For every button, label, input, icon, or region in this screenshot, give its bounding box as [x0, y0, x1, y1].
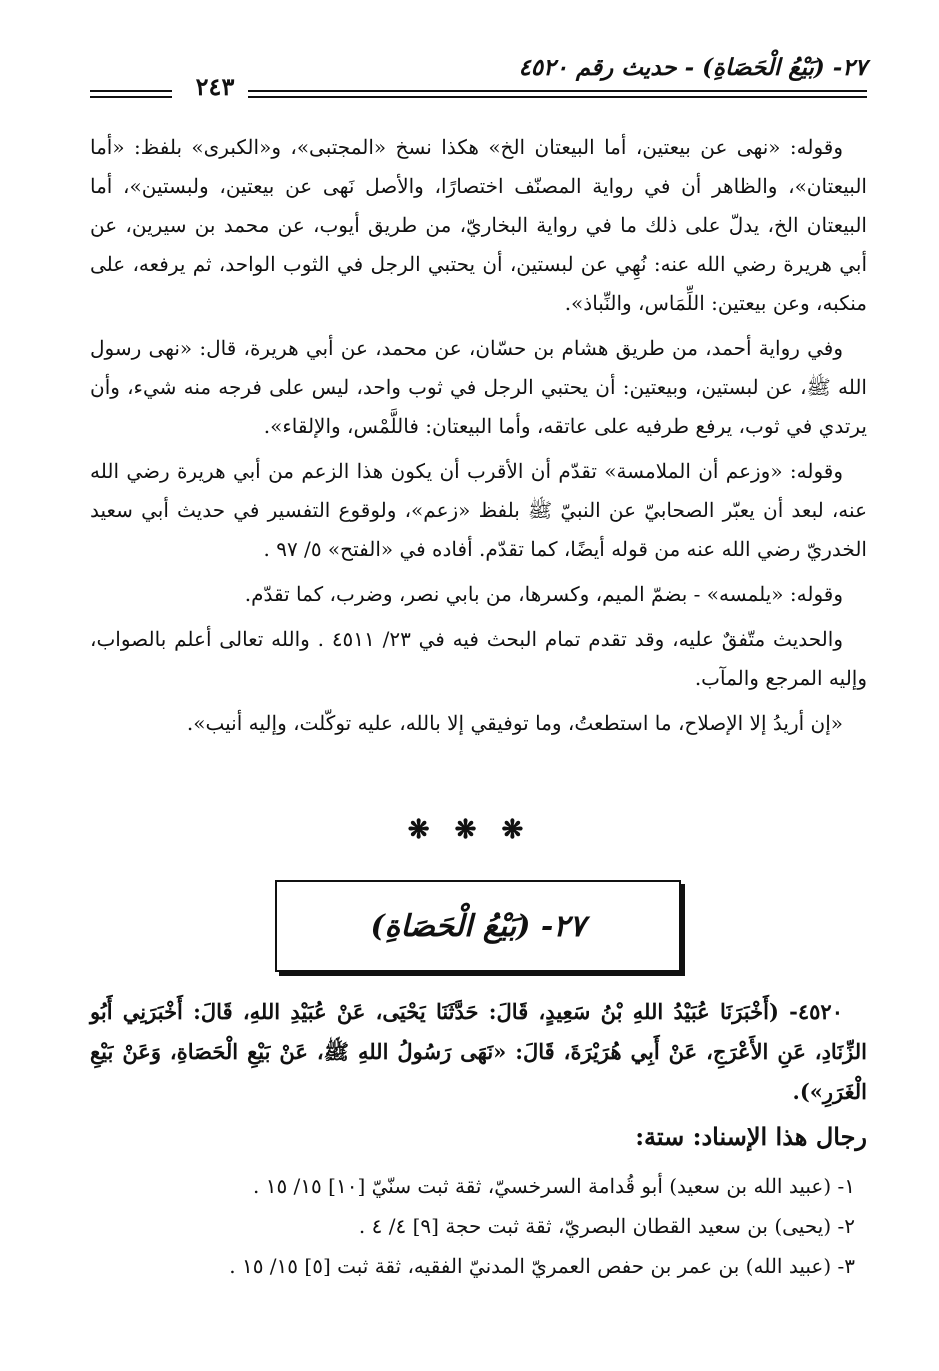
header-rule — [248, 90, 867, 92]
narrators-heading: رجال هذا الإسناد: ستة: — [635, 1122, 867, 1151]
chapter-heading-box — [275, 880, 681, 972]
header-rule — [248, 96, 867, 98]
commentary-paragraph: «إن أريدُ إلا الإصلاح، ما استطعتُ، وما توفيقي إلا بالله، عليه توكّلت، وإليه أنيب». — [186, 711, 843, 735]
commentary-paragraph: وفي رواية أحمد، من طريق هشام بن حسّان، عن محمد، عن أبي هريرة، قال: «نهى رسول الله ﷺ، عن لبستين، وبيعتين: أن يحتبي الرجل في ثوب واحد، ليس على فرجه منه شيء، وأن يرتدي في ثوب، يرفع طرفيه على عاتقه، وأما البيعتان: فاللَّمْس، والإلقاء». — [90, 336, 867, 438]
narrators-list — [90, 1166, 867, 1286]
commentary-paragraph: وقوله: «وزعم أن الملامسة» تقدّم أن الأقرب أن يكون هذا الزعم من أبي هريرة رضي الله عنه، لبعد أن يعبّر الصحابيّ عن النبيّ ﷺ بلفظ «زعم»، ولوقوع التفسير في حديث أبي سعيد الخدريّ رضي الله عنه من قوله أيضًا، كما تقدّم. أفاده في «الفتح» ٥/ ٩٧ . — [90, 459, 867, 561]
section-separator: ❋ ❋ ❋ — [407, 815, 532, 845]
hadith-text: ٤٥٢٠- (أَخْبَرَنَا عُبَيْدُ اللهِ بْنُ سَعِيدٍ، قَالَ: حَدَّثَنَا يَحْيَى، عَنْ عُبَيْدِ اللهِ، قَالَ: أَخْبَرَنِي أَبُو الزِّنَادِ، عَنِ الأَعْرَجِ، عَنْ أَبِي هُرَيْرَةَ، قَالَ: «نَهَى رَسُولُ اللهِ ﷺ، عَنْ بَيْعِ الْحَصَاةِ، وَعَنْ بَيْعِ الْغَرَرِ»). — [90, 999, 867, 1104]
commentary-paragraph: وقوله: «نهى عن بيعتين، أما البيعتان الخ» هكذا نسخ «المجتبى»، و«الكبرى» بلفظ: «أما البيعتان»، والظاهر أن في رواية المصنّف اختصارًا، والأصل نَهى عن بيعتين، ولبستين»، أما البيعتان الخ، يدلّ على ذلك ما في رواية البخاريّ، من طريق أيوب، عن محمد بن سيرين، عن أبي هريرة رضي الله عنه: نُهِي عن لبستين، أن يحتبي الرجل في الثوب الواحد، ثم يرفعه، على منكبه، وعن بيعتين: اللِّمَاس، والنِّباذ». — [90, 135, 867, 315]
running-header — [90, 50, 867, 106]
commentary-text — [90, 128, 867, 749]
header-rule — [90, 90, 172, 92]
commentary-paragraph: وقوله: «يلمسه» - بضمّ الميم، وكسرها، من بابي نصر، وضرب، كما تقدّم. — [244, 582, 843, 606]
narrator-item: ٢- (يحيى) بن سعيد القطان البصريّ، ثقة ثبت حجة [٩] ٤/ ٤ . — [358, 1214, 855, 1238]
narrator-item: ١- (عبيد الله بن سعيد) أبو قُدامة السرخسيّ، ثقة ثبت سنّيّ [١٠] ١٥/ ١٥ . — [253, 1174, 855, 1198]
page-number: ٢٤٣ — [195, 72, 235, 101]
commentary-paragraph: والحديث متّفقٌ عليه، وقد تقدم تمام البحث فيه في ٢٣/ ٤٥١١ . والله تعالى أعلم بالصواب، وإليه المرجع والمآب. — [90, 627, 867, 690]
header-rule — [90, 96, 172, 98]
narrator-item: ٣- (عبيد الله) بن عمر بن حفص العمريّ المدنيّ الفقيه، ثقة ثبت [٥] ١٥/ ١٥ . — [229, 1254, 855, 1278]
header-title: ٢٧- (بَيْعُ الْحَصَاةِ) - حديث رقم ٤٥٢٠ — [518, 54, 867, 81]
chapter-heading: ٢٧- (بَيْعُ الْحَصَاةِ) — [370, 908, 586, 944]
